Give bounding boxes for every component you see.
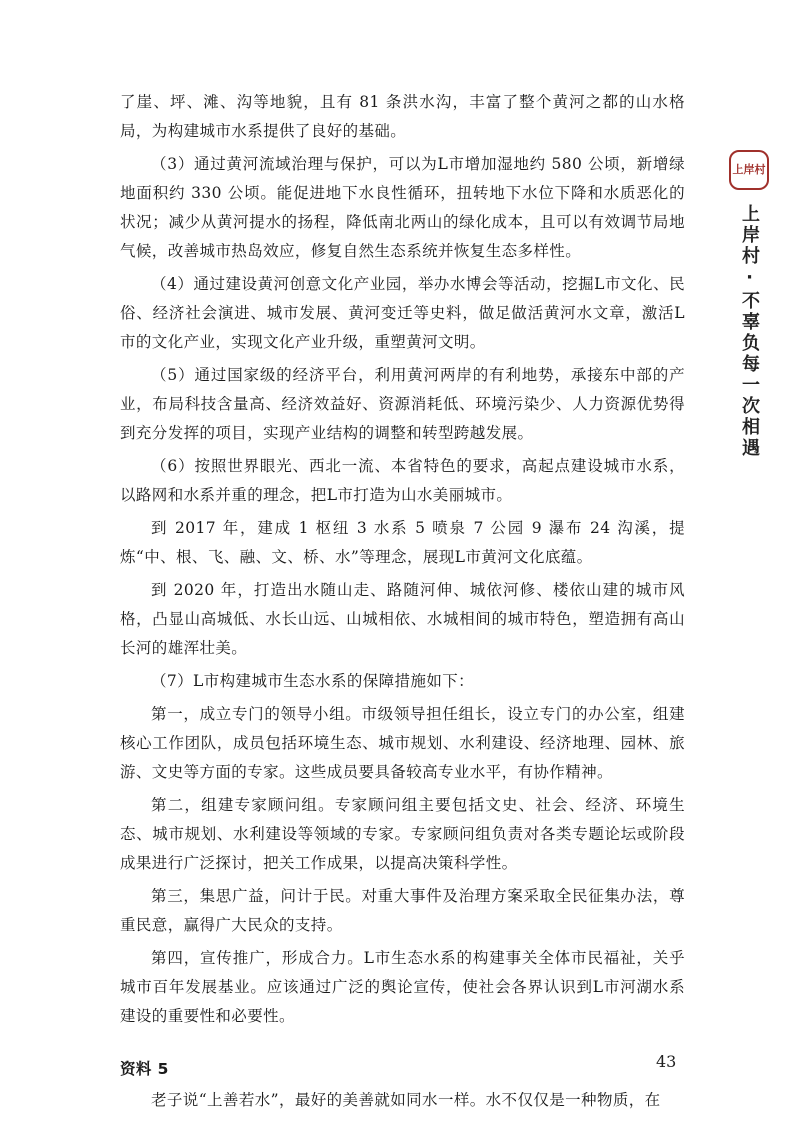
paragraph-2017-goal: 到 2017 年，建成 1 枢纽 3 水系 5 喷泉 7 公园 9 瀑布 24 沟溪，提炼“中、根、飞、融、文、桥、水”等理念，展现L市黄河文化底蕴。 bbox=[120, 519, 685, 566]
page-number: 43 bbox=[656, 1052, 677, 1071]
side-tab bbox=[727, 150, 771, 459]
paragraph-measure-4: 第四，宣传推广，形成合力。L市生态水系的构建事关全体市民福祉，关乎城市百年发展基业。应该通过广泛的舆论宣传，使社会各界认识到L市河湖水系建设的重要性和必要性。 bbox=[120, 949, 685, 1025]
paragraph-item-6: （6）按照世界眼光、西北一流、本省特色的要求，高起点建设城市水系，以路网和水系并重的理念，把L市打造为山水美丽城市。 bbox=[120, 457, 685, 504]
side-title: 上岸村·不辜负每一次相遇 bbox=[739, 204, 760, 459]
paragraph-item-4: （4）通过建设黄河创意文化产业园，举办水博会等活动，挖掘L市文化、民俗、经济社会演进、城市发展、黄河变迁等史料，做足做活黄河水文章，激活L市的文化产业，实现文化产业升级，重塑黄河文明。 bbox=[120, 275, 685, 351]
paragraph-item-7: （7）L市构建城市生态水系的保障措施如下： bbox=[151, 672, 475, 690]
paragraph-measure-2: 第二，组建专家顾问组。专家顾问组主要包括文史、社会、经济、环境生态、城市规划、水利建设等领域的专家。专家顾问组负责对各类专题论坛或阶段成果进行广泛探讨，把关工作成果，以提高决策科学性。 bbox=[120, 796, 685, 872]
paragraph-item-5: （5）通过国家级的经济平台，利用黄河两岸的有利地势，承接东中部的产业，布局科技含量高、经济效益好、资源消耗低、环境污染少、人力资源优势得到充分发挥的项目，实现产业结构的调整和转型跨越发展。 bbox=[120, 366, 685, 442]
paragraph-continuation: 了崖、坪、滩、沟等地貌，且有 81 条洪水沟，丰富了整个黄河之都的山水格局，为构建城市水系提供了良好的基础。 bbox=[120, 93, 685, 140]
section-first-line: 老子说“上善若水”，最好的美善就如同水一样。水不仅仅是一种物质，在 bbox=[151, 1091, 661, 1109]
section-heading: 资料 5 bbox=[120, 1060, 169, 1078]
paragraph-2020-goal: 到 2020 年，打造出水随山走、路随河伸、城依河修、楼依山建的城市风格，凸显山高城低、水长山远、山城相依、水城相间的城市特色，塑造拥有高山长河的雄浑壮美。 bbox=[120, 581, 685, 657]
paragraph-item-3: （3）通过黄河流域治理与保护，可以为L市增加湿地约 580 公顷，新增绿地面积约 330 公顷。能促进地下水良性循环，扭转地下水位下降和水质恶化的状况；减少从黄河提水的扬程，降低南北两山的绿化成本，且可以有效调节局地气候，改善城市热岛效应，修复自然生态系统并恢复生态多样性。 bbox=[120, 155, 685, 260]
seal-logo bbox=[729, 150, 769, 190]
page-body bbox=[120, 88, 685, 1119]
seal-text: 上岸村 bbox=[732, 163, 766, 176]
paragraph-measure-1: 第一，成立专门的领导小组。市级领导担任组长，设立专门的办公室，组建核心工作团队，成员包括环境生态、城市规划、水利建设、经济地理、园林、旅游、文史等方面的专家。这些成员要具备较高专业水平，有协作精神。 bbox=[120, 705, 685, 781]
paragraph-measure-3: 第三，集思广益，问计于民。对重大事件及治理方案采取全民征集办法，尊重民意，赢得广大民众的支持。 bbox=[120, 887, 685, 934]
